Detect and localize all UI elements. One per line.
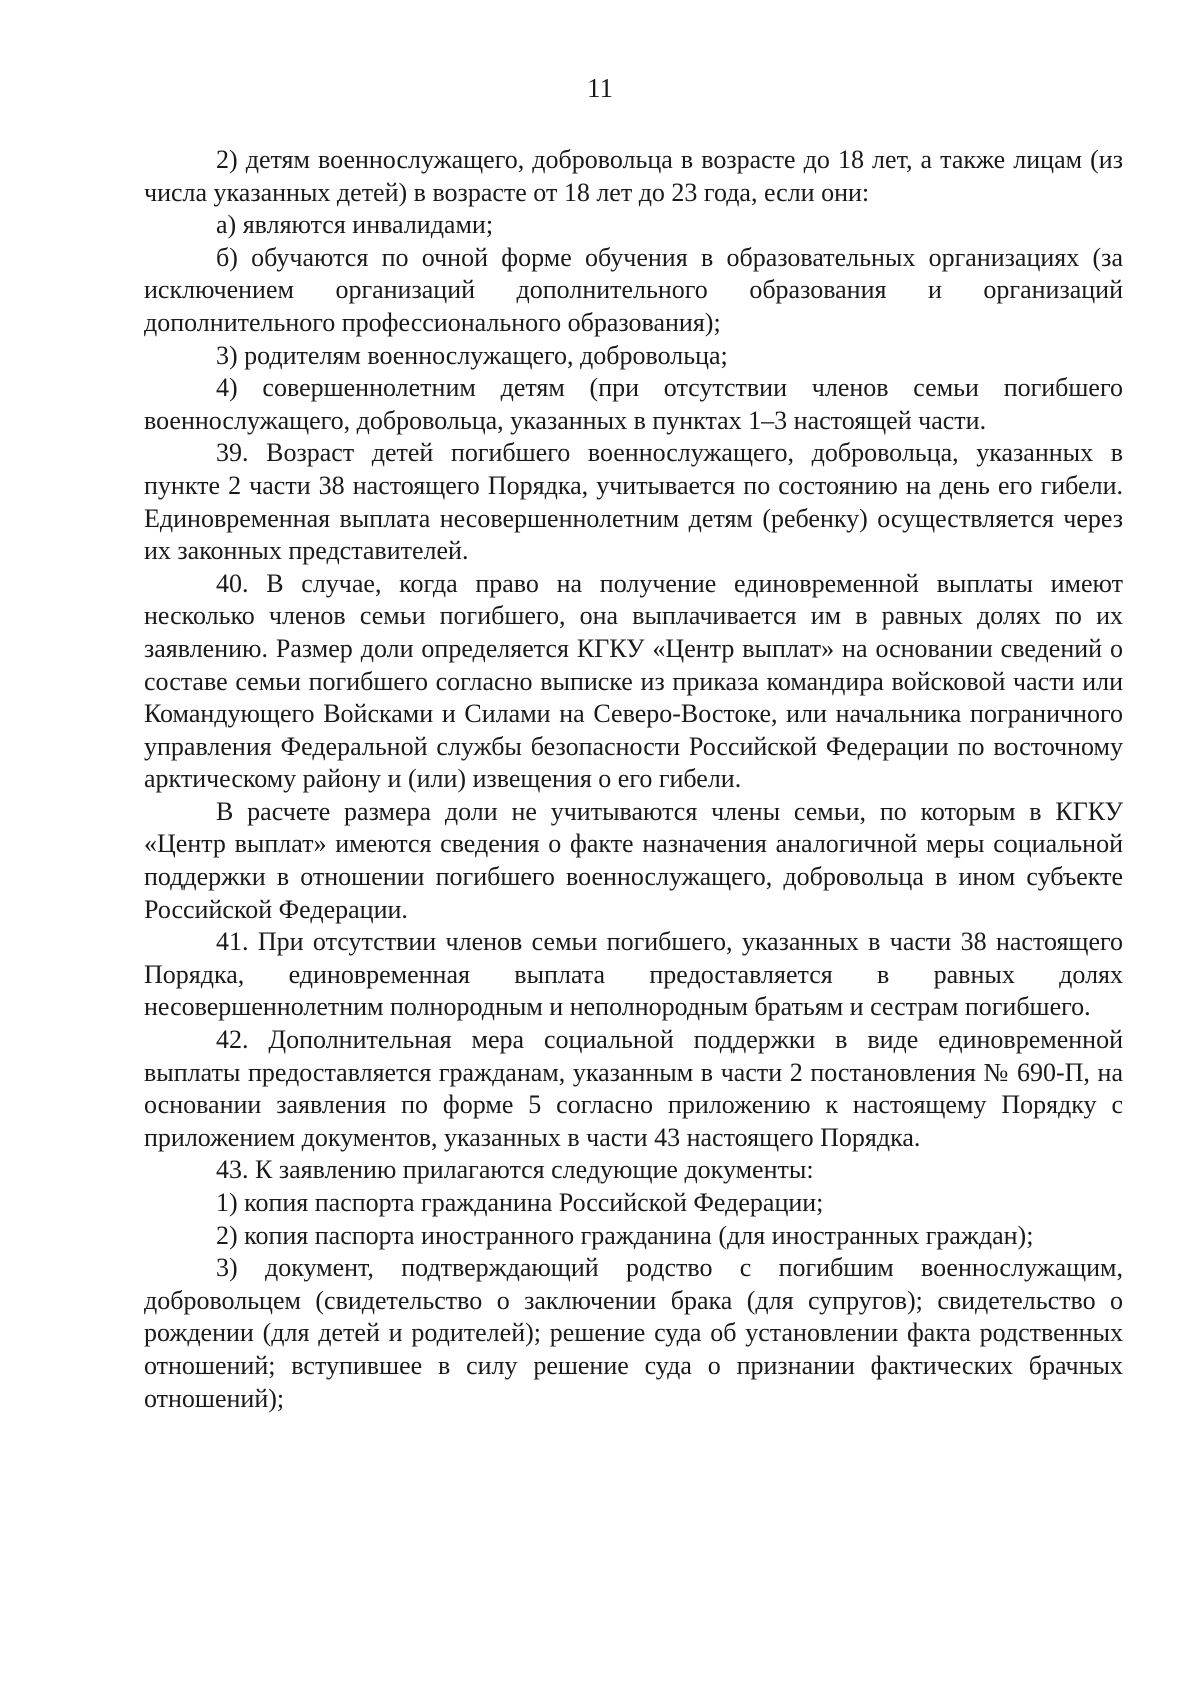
paragraph-item-4-adult-children: 4) совершеннолетним детям (при отсутствии членов семьи погибшего военнослужащего, добровольца, указанных в пунктах 1–3 настоящей части. bbox=[144, 373, 1123, 435]
paragraph-41-siblings: 41. При отсутствии членов семьи погибшего, указанных в части 38 настоящего Порядка, единовременная выплата предоставляется в равных долях несовершеннолетним полнородным и неполнородным братьям и сестрам погибшего. bbox=[144, 927, 1123, 1022]
paragraph-document-2-foreign-passport: 2) копия паспорта иностранного гражданина (для иностранных граждан); bbox=[216, 1220, 1034, 1250]
document-body bbox=[144, 144, 1123, 1415]
paragraph-43-documents-intro: 43. К заявлению прилагаются следующие документы: bbox=[216, 1155, 814, 1185]
paragraph-subitem-b-full-time-study: б) обучаются по очной форме обучения в образовательных организациях (за исключением организаций дополнительного образования и организаций дополнительного профессионального образования); bbox=[144, 242, 1123, 337]
paragraph-item-3-parents: 3) родителям военнослужащего, добровольца; bbox=[216, 340, 728, 370]
paragraph-subitem-a-disabled: а) являются инвалидами; bbox=[216, 210, 494, 240]
page-number: 11 bbox=[587, 73, 613, 103]
paragraph-item-2-children: 2) детям военнослужащего, добровольца в возрасте до 18 лет, а также лицам (из числа указанных детей) в возрасте от 18 лет до 23 года, если они: bbox=[144, 145, 1123, 207]
paragraph-document-3-kinship-proof: 3) документ, подтверждающий родство с погибшим военнослужащим, добровольцем (свидетельство о заключении брака (для супругов); свидетельство о рождении (для детей и родителей); решение суда об установлении факта родственных отношений; вступившее в силу решение суда о признании фактических брачных отношений); bbox=[144, 1253, 1123, 1413]
paragraph-42-additional-support: 42. Дополнительная мера социальной поддержки в виде единовременной выплаты предоставляется гражданам, указанным в части 2 постановления № 690-П, на основании заявления по форме 5 согласно приложению к настоящему Порядку с приложением документов, указанных в части 43 настоящего Порядка. bbox=[144, 1025, 1123, 1152]
paragraph-39-children-age: 39. Возраст детей погибшего военнослужащего, добровольца, указанных в пункте 2 части 38 настоящего Порядка, учитывается по состоянию на день его гибели. Единовременная выплата несовершеннолетним детям (ребенку) осуществляется через их законных представителей. bbox=[144, 438, 1123, 566]
paragraph-40-equal-shares: 40. В случае, когда право на получение единовременной выплаты имеют несколько членов семьи погибшего, она выплачивается им в равных долях по их заявлению. Размер доли определяется КГКУ «Центр выплат» на основании сведений о составе семьи погибшего согласно выписке из приказа командира войсковой части или Командующего Войсками и Силами на Северо-Востоке, или начальника пограничного управления Федеральной службы безопасности Российской Федерации по восточному арктическому району и (или) извещения о его гибели. bbox=[144, 568, 1123, 794]
paragraph-document-1-passport: 1) копия паспорта гражданина Российской Федерации; bbox=[216, 1188, 824, 1217]
paragraph-share-calculation: В расчете размера доли не учитываются члены семьи, по которым в КГКУ «Центр выплат» имеются сведения о факте назначения аналогичной меры социальной поддержки в отношении погибшего военнослужащего, добровольца в ином субъекте Российской Федерации. bbox=[144, 796, 1123, 924]
